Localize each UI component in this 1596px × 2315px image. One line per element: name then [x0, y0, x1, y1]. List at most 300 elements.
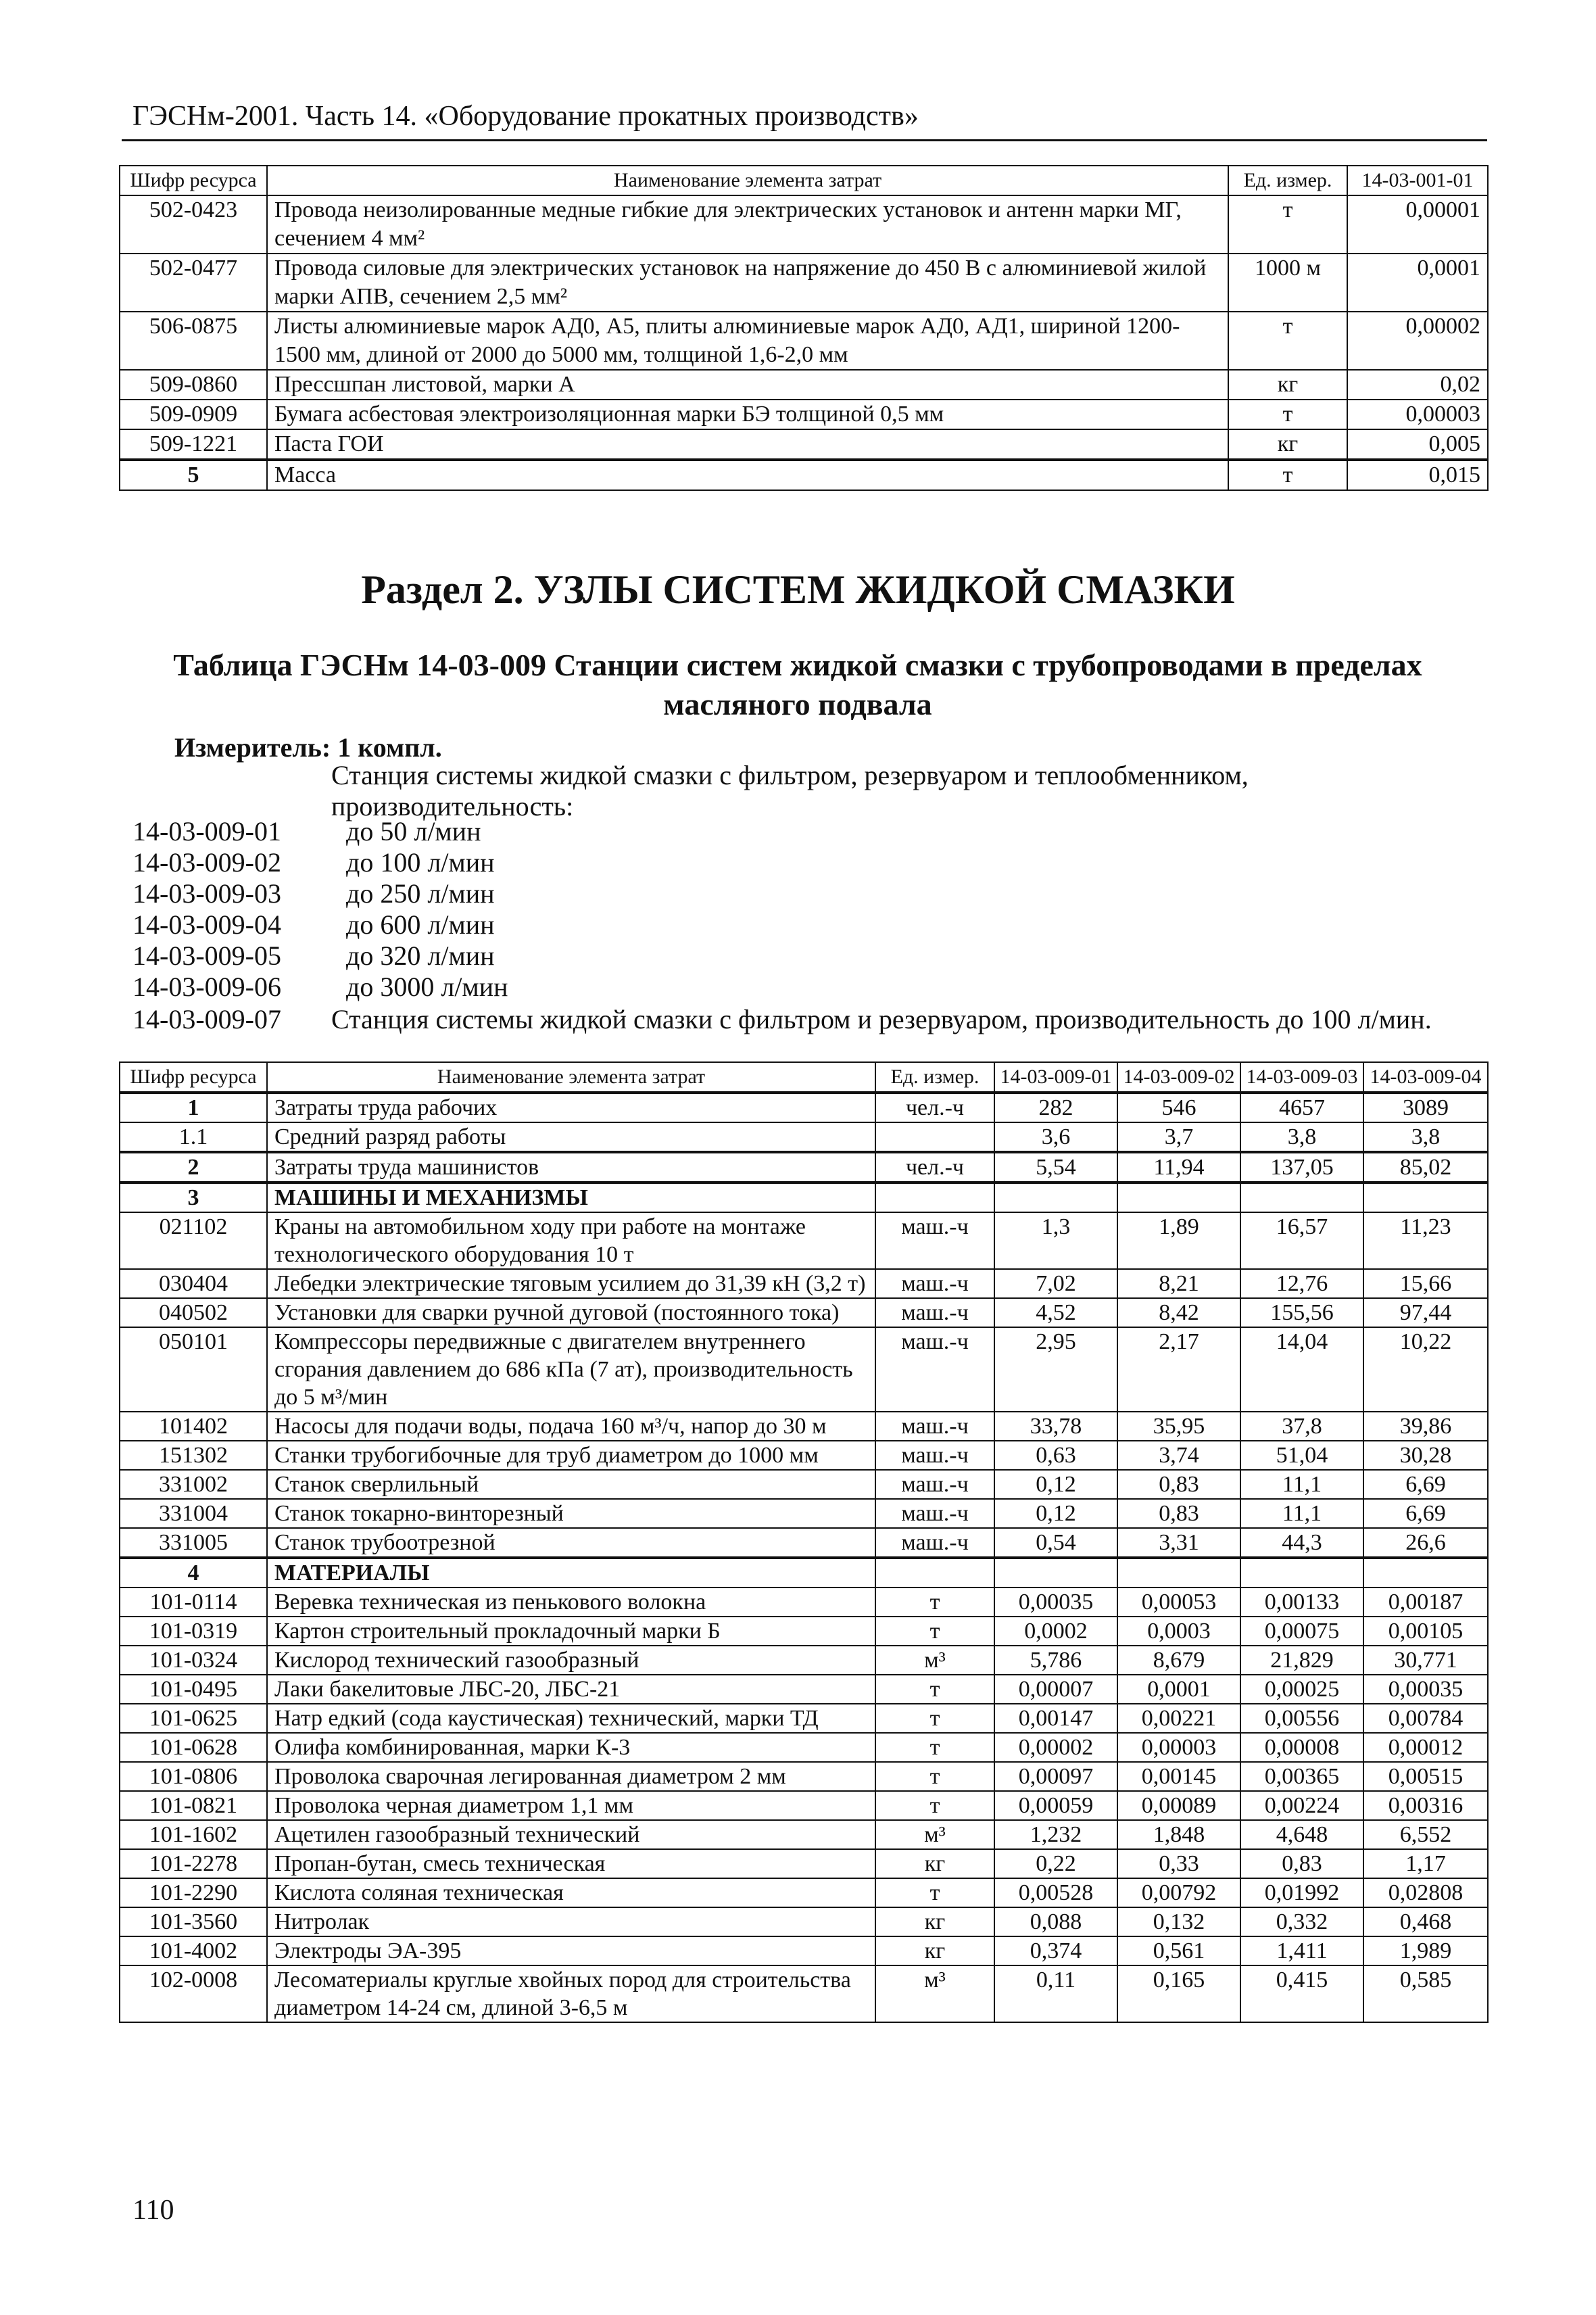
table-row [120, 1907, 1488, 1936]
header-norm-2: 14-03-009-02 [1117, 1062, 1240, 1093]
resource-code: 102-0008 [120, 1965, 267, 2022]
resource-unit: кг [875, 1849, 994, 1878]
resource-unit: м³ [875, 1965, 994, 2022]
resource-value-2: 0,33 [1117, 1849, 1240, 1878]
table-row [120, 1936, 1488, 1965]
resource-name: Лесоматериалы круглые хвойных пород для строительства диаметром 14-24 см, длиной 3-6,5 м [267, 1965, 875, 2022]
resource-name: Ацетилен газообразный технический [267, 1820, 875, 1849]
resource-value-4: 0,585 [1363, 1965, 1488, 2022]
resource-value-1: 0,54 [994, 1528, 1117, 1558]
header-norm: 14-03-001-01 [1347, 166, 1488, 195]
resource-value-2: 35,95 [1117, 1412, 1240, 1441]
resource-code: 101-0821 [120, 1791, 267, 1820]
resource-value-1: 0,00007 [994, 1675, 1117, 1704]
resource-value-3: 0,00008 [1240, 1733, 1363, 1762]
resource-value-4: 10,22 [1363, 1327, 1488, 1412]
resource-value-3: 11,1 [1240, 1499, 1363, 1528]
resource-name: Пропан-бутан, смесь техническая [267, 1849, 875, 1878]
resource-value-1: 0,12 [994, 1499, 1117, 1528]
resource-unit: кг [875, 1936, 994, 1965]
resource-name: Паста ГОИ [267, 429, 1228, 460]
table-row [120, 312, 1488, 370]
resource-name: Провода силовые для электрических установок на напряжение до 450 В с алюминиевой жилой марки АПВ, сечением 2,5 мм² [267, 254, 1228, 312]
resource-value-4: 15,66 [1363, 1269, 1488, 1298]
resource-value-2: 0,0003 [1117, 1617, 1240, 1646]
resource-unit: т [875, 1617, 994, 1646]
resource-code: 3 [120, 1183, 267, 1212]
resource-value-3: 3,8 [1240, 1122, 1363, 1152]
resource-code: 101-0495 [120, 1675, 267, 1704]
resource-value-3: 0,83 [1240, 1849, 1363, 1878]
table-row [120, 1327, 1488, 1412]
resource-value-4: 0,00316 [1363, 1791, 1488, 1820]
table-row [120, 370, 1488, 400]
resource-code: 331005 [120, 1528, 267, 1558]
resource-name: Затраты труда рабочих [267, 1093, 875, 1122]
header-name: Наименование элемента затрат [267, 1062, 875, 1093]
resource-value-1: 0,63 [994, 1441, 1117, 1470]
header-rule [122, 139, 1487, 141]
resource-value-1: 0,22 [994, 1849, 1117, 1878]
table-row [120, 1733, 1488, 1762]
resource-value-1: 2,95 [994, 1327, 1117, 1412]
norm-code-item [132, 846, 495, 878]
table-row [120, 1269, 1488, 1298]
resource-value-4: 0,00035 [1363, 1675, 1488, 1704]
measure-label: Измеритель: [174, 732, 331, 763]
table-row [120, 1558, 1488, 1588]
norm-code: 14-03-009-02 [132, 847, 281, 878]
resource-value-2: 0,00792 [1117, 1878, 1240, 1907]
resource-unit: т [875, 1791, 994, 1820]
resource-unit: т [875, 1762, 994, 1791]
resource-value-1: 33,78 [994, 1412, 1117, 1441]
norm-code-text: до 3000 л/мин [346, 972, 508, 1002]
page-number: 110 [132, 2195, 174, 2226]
resource-name: Натр едкий (сода каустическая) технический, марки ТД [267, 1704, 875, 1733]
norm-code-item [132, 815, 481, 847]
resource-value-4: 39,86 [1363, 1412, 1488, 1441]
resource-name: Станок трубоотрезной [267, 1528, 875, 1558]
resource-name: Картон строительный прокладочный марки Б [267, 1617, 875, 1646]
table-row [120, 1152, 1488, 1183]
resource-value-2: 0,00089 [1117, 1791, 1240, 1820]
resource-unit: маш.-ч [875, 1327, 994, 1412]
resource-value-3: 37,8 [1240, 1412, 1363, 1441]
mass-name: Масса [267, 460, 1228, 490]
resource-value-3: 44,3 [1240, 1528, 1363, 1558]
resource-name: Проволока черная диаметром 1,1 мм [267, 1791, 875, 1820]
resource-value-2: 0,00145 [1117, 1762, 1240, 1791]
resource-value-1: 3,6 [994, 1122, 1117, 1152]
resource-code: 1 [120, 1093, 267, 1122]
table-row [120, 1849, 1488, 1878]
table-title: Таблица ГЭСНм 14-03-009 Станции систем жидкой смазки с трубопроводами в пределах масляного подвала [173, 648, 1422, 721]
table-row [120, 1298, 1488, 1327]
header-name: Наименование элемента затрат [267, 166, 1228, 195]
resource-name: Нитролак [267, 1907, 875, 1936]
resource-code: 509-0909 [120, 400, 267, 429]
resource-value-1: 0,11 [994, 1965, 1117, 2022]
resource-code: 502-0423 [120, 195, 267, 254]
resource-unit [875, 1122, 994, 1152]
resource-value-1: 5,786 [994, 1646, 1117, 1675]
table-row [120, 1528, 1488, 1558]
resource-unit: маш.-ч [875, 1441, 994, 1470]
mass-unit: т [1228, 460, 1347, 490]
measure-value: 1 компл. [337, 732, 442, 763]
resource-code: 101402 [120, 1412, 267, 1441]
resource-unit: маш.-ч [875, 1298, 994, 1327]
resource-value-3: 155,56 [1240, 1298, 1363, 1327]
resource-value-2: 1,89 [1117, 1212, 1240, 1269]
resource-unit: маш.-ч [875, 1212, 994, 1269]
table-row [120, 400, 1488, 429]
resource-unit: маш.-ч [875, 1499, 994, 1528]
norm-code-item [132, 909, 495, 940]
resource-code: 101-0625 [120, 1704, 267, 1733]
resource-value-2: 8,679 [1117, 1646, 1240, 1675]
resource-code: 050101 [120, 1327, 267, 1412]
table-row [120, 1122, 1488, 1152]
table-row [120, 1588, 1488, 1617]
resource-value-1: 1,3 [994, 1212, 1117, 1269]
resource-unit: кг [1228, 429, 1347, 460]
resource-value-3: 0,00133 [1240, 1588, 1363, 1617]
header-norm-1: 14-03-009-01 [994, 1062, 1117, 1093]
table-row [120, 1646, 1488, 1675]
resource-value-3: 16,57 [1240, 1212, 1363, 1269]
resource-value-4: 26,6 [1363, 1528, 1488, 1558]
resource-value-2: 2,17 [1117, 1327, 1240, 1412]
resource-value-3: 14,04 [1240, 1327, 1363, 1412]
resource-value-2: 0,83 [1117, 1470, 1240, 1499]
resource-unit: маш.-ч [875, 1412, 994, 1441]
table-row [120, 1499, 1488, 1528]
resource-code: 101-0319 [120, 1617, 267, 1646]
resource-value-4: 0,02808 [1363, 1878, 1488, 1907]
resource-value-1: 0,0001 [1347, 254, 1488, 312]
table-row [120, 1441, 1488, 1470]
resource-value-4: 11,23 [1363, 1212, 1488, 1269]
resource-value-4: 0,468 [1363, 1907, 1488, 1936]
norm-code: 14-03-009-04 [132, 909, 281, 940]
resource-value-3: 137,05 [1240, 1152, 1363, 1183]
table-row [120, 1412, 1488, 1441]
resource-value-2: 8,42 [1117, 1298, 1240, 1327]
table-row [120, 195, 1488, 254]
resource-unit: маш.-ч [875, 1269, 994, 1298]
resource-value-2: 0,165 [1117, 1965, 1240, 2022]
resource-code: 101-2290 [120, 1878, 267, 1907]
table-row [120, 1675, 1488, 1704]
top-table-header-row [120, 166, 1488, 195]
resource-value-4 [1363, 1558, 1488, 1588]
resource-value-1: 0,005 [1347, 429, 1488, 460]
resource-value-3: 4657 [1240, 1093, 1363, 1122]
resource-value-2 [1117, 1183, 1240, 1212]
resource-value-4: 3,8 [1363, 1122, 1488, 1152]
resource-value-1: 1,232 [994, 1820, 1117, 1849]
resource-code: 021102 [120, 1212, 267, 1269]
resource-value-3: 0,00075 [1240, 1617, 1363, 1646]
resource-value-2: 3,74 [1117, 1441, 1240, 1470]
header-norm-4: 14-03-009-04 [1363, 1062, 1488, 1093]
table-row [120, 1470, 1488, 1499]
table-row [120, 254, 1488, 312]
resource-value-3: 21,829 [1240, 1646, 1363, 1675]
resource-unit: т [875, 1675, 994, 1704]
main-resource-table [119, 1061, 1489, 2023]
resource-value-1: 0,00059 [994, 1791, 1117, 1820]
resource-name: Лаки бакелитовые ЛБС-20, ЛБС-21 [267, 1675, 875, 1704]
table-row [120, 1704, 1488, 1733]
resource-value-1: 0,02 [1347, 370, 1488, 400]
resource-code: 4 [120, 1558, 267, 1588]
table-row [120, 1093, 1488, 1122]
resource-value-4: 6,69 [1363, 1470, 1488, 1499]
resource-name: Станок токарно-винторезный [267, 1499, 875, 1528]
norm-code: 14-03-009-03 [132, 878, 281, 909]
table-row [120, 429, 1488, 460]
resource-value-4: 0,00515 [1363, 1762, 1488, 1791]
resource-code: 2 [120, 1152, 267, 1183]
resource-value-1: 282 [994, 1093, 1117, 1122]
resource-value-4: 1,989 [1363, 1936, 1488, 1965]
resource-value-4: 0,00784 [1363, 1704, 1488, 1733]
table-row [120, 1965, 1488, 2022]
resource-name: Электроды ЭА-395 [267, 1936, 875, 1965]
resource-code: 151302 [120, 1441, 267, 1470]
resource-unit: м³ [875, 1646, 994, 1675]
resource-value-1: 0,088 [994, 1907, 1117, 1936]
resource-value-2: 0,00003 [1117, 1733, 1240, 1762]
mass-value-1: 0,015 [1347, 460, 1488, 490]
norm-code-text: до 600 л/мин [346, 909, 495, 940]
resource-name: Станки трубогибочные для труб диаметром до 1000 мм [267, 1441, 875, 1470]
resource-value-1: 0,00147 [994, 1704, 1117, 1733]
resource-value-2: 8,21 [1117, 1269, 1240, 1298]
resource-code: 040502 [120, 1298, 267, 1327]
resource-name: Затраты труда машинистов [267, 1152, 875, 1183]
resource-value-1: 4,52 [994, 1298, 1117, 1327]
resource-name: Насосы для подачи воды, подача 160 м³/ч, напор до 30 м [267, 1412, 875, 1441]
resource-value-3: 4,648 [1240, 1820, 1363, 1849]
resource-name: Кислород технический газообразный [267, 1646, 875, 1675]
resource-value-2: 0,0001 [1117, 1675, 1240, 1704]
resource-unit: чел.-ч [875, 1152, 994, 1183]
resource-code: 101-0806 [120, 1762, 267, 1791]
resource-value-1 [994, 1558, 1117, 1588]
resource-unit: т [875, 1733, 994, 1762]
resource-value-2 [1117, 1558, 1240, 1588]
resource-unit: кг [875, 1907, 994, 1936]
norm-code-text: до 50 л/мин [346, 816, 481, 846]
page-header: ГЭСНм-2001. Часть 14. «Оборудование прокатных производств» [132, 101, 919, 132]
table-row [120, 1183, 1488, 1212]
resource-code: 101-4002 [120, 1936, 267, 1965]
resource-value-2: 0,00221 [1117, 1704, 1240, 1733]
resource-name: Бумага асбестовая электроизоляционная марки БЭ толщиной 0,5 мм [267, 400, 1228, 429]
header-unit: Ед. измер. [875, 1062, 994, 1093]
resource-unit: т [1228, 400, 1347, 429]
resource-value-1: 0,00001 [1347, 195, 1488, 254]
norm-code-text: до 100 л/мин [346, 847, 495, 878]
top-resource-table [119, 165, 1489, 491]
table-row [120, 1820, 1488, 1849]
table-row [120, 1212, 1488, 1269]
norm-code-item [132, 1003, 1432, 1035]
mass-row [120, 460, 1488, 490]
norm-code-item [132, 878, 495, 909]
resource-value-4: 1,17 [1363, 1849, 1488, 1878]
resource-code: 101-0628 [120, 1733, 267, 1762]
resource-value-3: 51,04 [1240, 1441, 1363, 1470]
table-row [120, 1617, 1488, 1646]
resource-name: Средний разряд работы [267, 1122, 875, 1152]
resource-unit: м³ [875, 1820, 994, 1849]
resource-value-2: 0,00053 [1117, 1588, 1240, 1617]
resource-value-2: 3,31 [1117, 1528, 1240, 1558]
resource-name: Олифа комбинированная, марки К-3 [267, 1733, 875, 1762]
resource-value-2: 546 [1117, 1093, 1240, 1122]
resource-code: 509-0860 [120, 370, 267, 400]
resource-value-1: 7,02 [994, 1269, 1117, 1298]
resource-code: 506-0875 [120, 312, 267, 370]
norm-code-item [132, 971, 508, 1003]
resource-value-1 [994, 1183, 1117, 1212]
norm-code-item [132, 940, 495, 972]
norm-code-text: до 320 л/мин [346, 940, 495, 971]
resource-unit: т [875, 1588, 994, 1617]
resource-unit: т [1228, 195, 1347, 254]
resource-value-2: 0,83 [1117, 1499, 1240, 1528]
section-title: Раздел 2. УЗЛЫ СИСТЕМ ЖИДКОЙ СМАЗКИ [361, 567, 1235, 612]
table-row [120, 1762, 1488, 1791]
resource-value-1: 0,0002 [994, 1617, 1117, 1646]
norm-code: 14-03-009-07 [132, 1004, 281, 1034]
resource-value-2: 1,848 [1117, 1820, 1240, 1849]
resource-code: 1.1 [120, 1122, 267, 1152]
resource-value-4: 0,00105 [1363, 1617, 1488, 1646]
resource-code: 101-1602 [120, 1820, 267, 1849]
resource-name: Листы алюминиевые марок АД0, А5, плиты алюминиевые марок АД0, АД1, шириной 1200-1500 мм, длиной от 2000 до 5000 мм, толщиной 1,6-2,0 мм [267, 312, 1228, 370]
resource-value-1: 0,00097 [994, 1762, 1117, 1791]
resource-name: Установки для сварки ручной дуговой (постоянного тока) [267, 1298, 875, 1327]
resource-value-2: 3,7 [1117, 1122, 1240, 1152]
resource-code: 331002 [120, 1470, 267, 1499]
resource-value-3: 0,00224 [1240, 1791, 1363, 1820]
resource-value-4: 6,69 [1363, 1499, 1488, 1528]
main-table-header-row [120, 1062, 1488, 1093]
resource-unit: маш.-ч [875, 1528, 994, 1558]
resource-value-1: 0,00035 [994, 1588, 1117, 1617]
resource-value-4: 97,44 [1363, 1298, 1488, 1327]
resource-value-2: 11,94 [1117, 1152, 1240, 1183]
header-code: Шифр ресурса [120, 1062, 267, 1093]
resource-unit [875, 1183, 994, 1212]
resource-unit: маш.-ч [875, 1470, 994, 1499]
main-table-body [120, 1093, 1488, 2022]
table-row [120, 1791, 1488, 1820]
resource-code: 101-0324 [120, 1646, 267, 1675]
resource-name: Лебедки электрические тяговым усилием до 31,39 кН (3,2 т) [267, 1269, 875, 1298]
resource-name: Провода неизолированные медные гибкие для электрических установок и антенн марки МГ, сечением 4 мм² [267, 195, 1228, 254]
resource-value-4 [1363, 1183, 1488, 1212]
top-table-body [120, 195, 1488, 490]
resource-unit: т [875, 1704, 994, 1733]
mass-code: 5 [120, 460, 267, 490]
resource-unit: т [875, 1878, 994, 1907]
resource-unit: т [1228, 312, 1347, 370]
table-row [120, 1878, 1488, 1907]
measure-line [174, 732, 442, 763]
resource-value-3: 0,00365 [1240, 1762, 1363, 1791]
resource-unit: чел.-ч [875, 1093, 994, 1122]
norm-code: 14-03-009-06 [132, 972, 281, 1002]
resource-name: Проволока сварочная легированная диаметром 2 мм [267, 1762, 875, 1791]
resource-name: Веревка техническая из пенькового волокна [267, 1588, 875, 1617]
resource-value-3: 0,00025 [1240, 1675, 1363, 1704]
resource-name: Станок сверлильный [267, 1470, 875, 1499]
resource-value-1: 0,00003 [1347, 400, 1488, 429]
resource-value-3: 0,01992 [1240, 1878, 1363, 1907]
resource-value-3: 0,415 [1240, 1965, 1363, 2022]
resource-value-3: 0,332 [1240, 1907, 1363, 1936]
resource-value-3: 12,76 [1240, 1269, 1363, 1298]
resource-value-4: 6,552 [1363, 1820, 1488, 1849]
header-unit: Ед. измер. [1228, 166, 1347, 195]
resource-name: Краны на автомобильном ходу при работе на монтаже технологического оборудования 10 т [267, 1212, 875, 1269]
norm-code: 14-03-009-01 [132, 816, 281, 846]
resource-value-3: 1,411 [1240, 1936, 1363, 1965]
resource-code: 101-3560 [120, 1907, 267, 1936]
resource-code: 030404 [120, 1269, 267, 1298]
resource-code: 101-2278 [120, 1849, 267, 1878]
resource-code: 331004 [120, 1499, 267, 1528]
resource-value-1: 0,12 [994, 1470, 1117, 1499]
resource-value-1: 0,00528 [994, 1878, 1117, 1907]
resource-name: Кислота соляная техническая [267, 1878, 875, 1907]
header-code: Шифр ресурса [120, 166, 267, 195]
resource-code: 509-1221 [120, 429, 267, 460]
resource-value-1: 0,00002 [1347, 312, 1488, 370]
resource-value-4: 0,00012 [1363, 1733, 1488, 1762]
resource-value-2: 0,561 [1117, 1936, 1240, 1965]
resource-value-1: 0,00002 [994, 1733, 1117, 1762]
header-norm-3: 14-03-009-03 [1240, 1062, 1363, 1093]
resource-code: 502-0477 [120, 254, 267, 312]
resource-value-3: 11,1 [1240, 1470, 1363, 1499]
norm-code-text: до 250 л/мин [346, 878, 495, 909]
station-description: Станция системы жидкой смазки с фильтром, резервуаром и теплообменником, производительность: [331, 760, 1249, 821]
resource-value-4: 30,28 [1363, 1441, 1488, 1470]
resource-value-3: 0,00556 [1240, 1704, 1363, 1733]
resource-value-4: 0,00187 [1363, 1588, 1488, 1617]
resource-value-3 [1240, 1558, 1363, 1588]
resource-name: МАТЕРИАЛЫ [267, 1558, 875, 1588]
resource-value-1: 0,374 [994, 1936, 1117, 1965]
resource-value-3 [1240, 1183, 1363, 1212]
resource-name: Компрессоры передвижные с двигателем внутреннего сгорания давлением до 686 кПа (7 ат), производительность до 5 м³/мин [267, 1327, 875, 1412]
resource-value-2: 0,132 [1117, 1907, 1240, 1936]
resource-value-4: 30,771 [1363, 1646, 1488, 1675]
resource-unit [875, 1558, 994, 1588]
resource-name: МАШИНЫ И МЕХАНИЗМЫ [267, 1183, 875, 1212]
resource-unit: 1000 м [1228, 254, 1347, 312]
norm-code-text: Станция системы жидкой смазки с фильтром и резервуаром, производительность до 100 л/мин. [331, 1004, 1432, 1034]
norm-code: 14-03-009-05 [132, 940, 281, 971]
